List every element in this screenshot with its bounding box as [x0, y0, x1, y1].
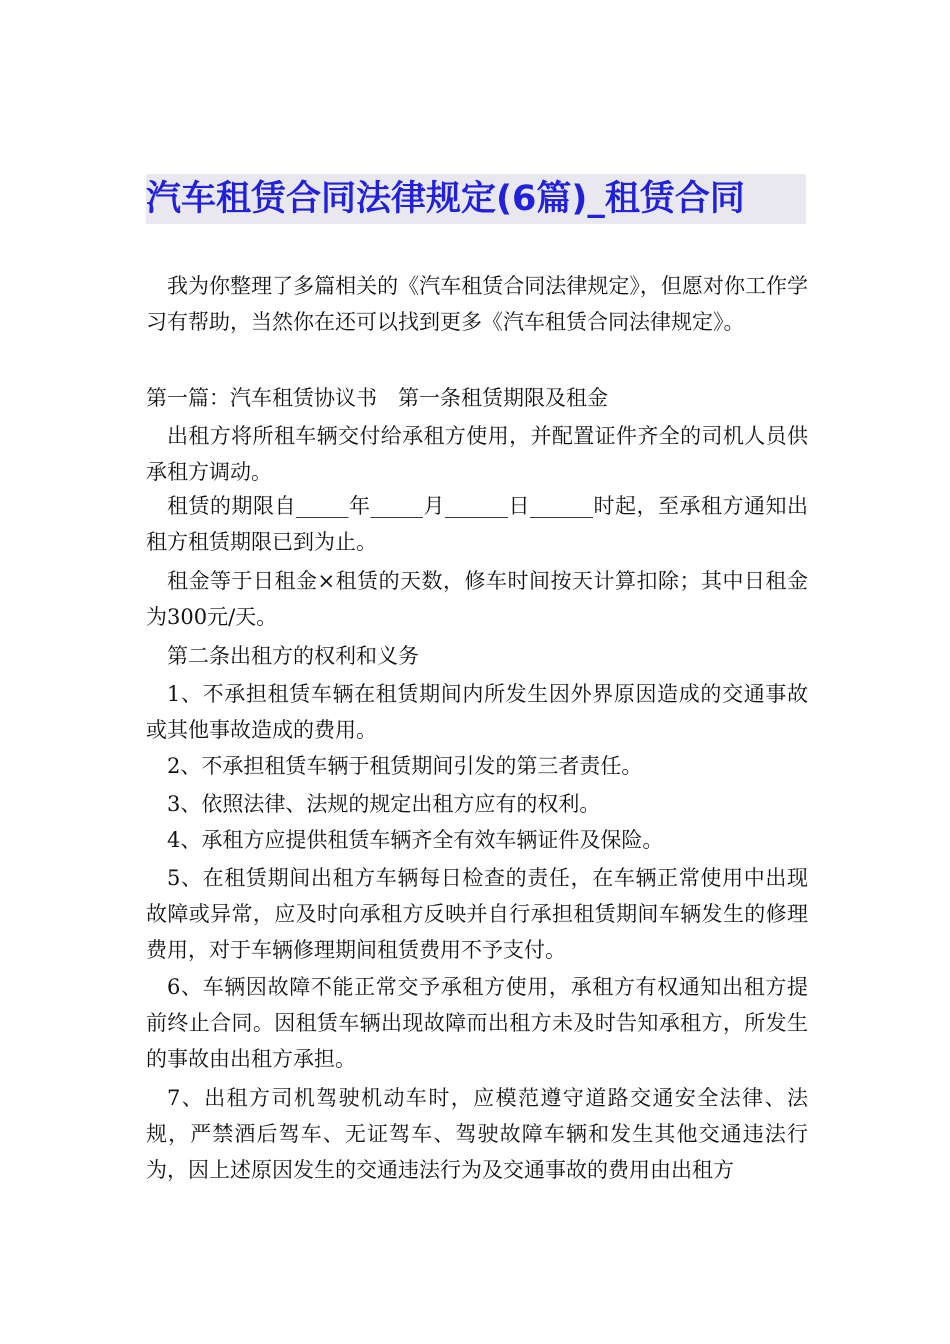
document-title: 汽车租赁合同法律规定(6篇)_租赁合同 — [146, 174, 806, 224]
paragraph-lessor-delivery: 出租方将所租车辆交付给承租方使用，并配置证件齐全的司机人员供承租方调动。 — [146, 424, 808, 484]
paragraph-article-2-heading: 第二条出租方的权利和义务 — [167, 644, 419, 668]
list-item-4: 4、承租方应提供租赁车辆齐全有效车辆证件及保险。 — [167, 828, 664, 852]
paragraph-rent: 租金等于日租金×租赁的天数，修车时间按天计算扣除；其中日租金为300元/天。 — [146, 569, 808, 629]
list-item-6: 6、车辆因故障不能正常交予承租方使用，承租方有权通知出租方提前终止合同。因租赁车辆出现故障而出租方未及时告知承租方，所发生的事故由出租方承担。 — [146, 975, 808, 1071]
list-item-3: 3、依照法律、法规的规定出租方应有的权利。 — [167, 792, 601, 816]
paragraph-lease-period: 租赁的期限自_____年_____月______日______时起，至承租方通知出租方租赁期限已到为止。 — [146, 494, 808, 554]
paragraph-intro: 我为你整理了多篇相关的《汽车租赁合同法律规定》，但愿对你工作学习有帮助，当然你在还可以找到更多《汽车租赁合同法律规定》。 — [146, 274, 808, 334]
list-item-2: 2、不承担租赁车辆于租赁期间引发的第三者责任。 — [167, 754, 643, 778]
paragraph-section-1-heading: 第一篇：汽车租赁协议书 第一条租赁期限及租金 — [146, 386, 608, 410]
list-item-1: 1、不承担租赁车辆在租赁期间内所发生因外界原因造成的交通事故或其他事故造成的费用。 — [146, 682, 808, 742]
list-item-5: 5、在租赁期间出租方车辆每日检查的责任，在车辆正常使用中出现故障或异常，应及时向承租方反映并自行承担租赁期间车辆发生的修理费用，对于车辆修理期间租赁费用不予支付。 — [146, 866, 808, 962]
list-item-7: 7、出租方司机驾驶机动车时，应模范遵守道路交通安全法律、法规，严禁酒后驾车、无证驾车、驾驶故障车辆和发生其他交通违法行为，因上述原因发生的交通违法行为及交通事故的费用由出租方 — [146, 1086, 808, 1182]
